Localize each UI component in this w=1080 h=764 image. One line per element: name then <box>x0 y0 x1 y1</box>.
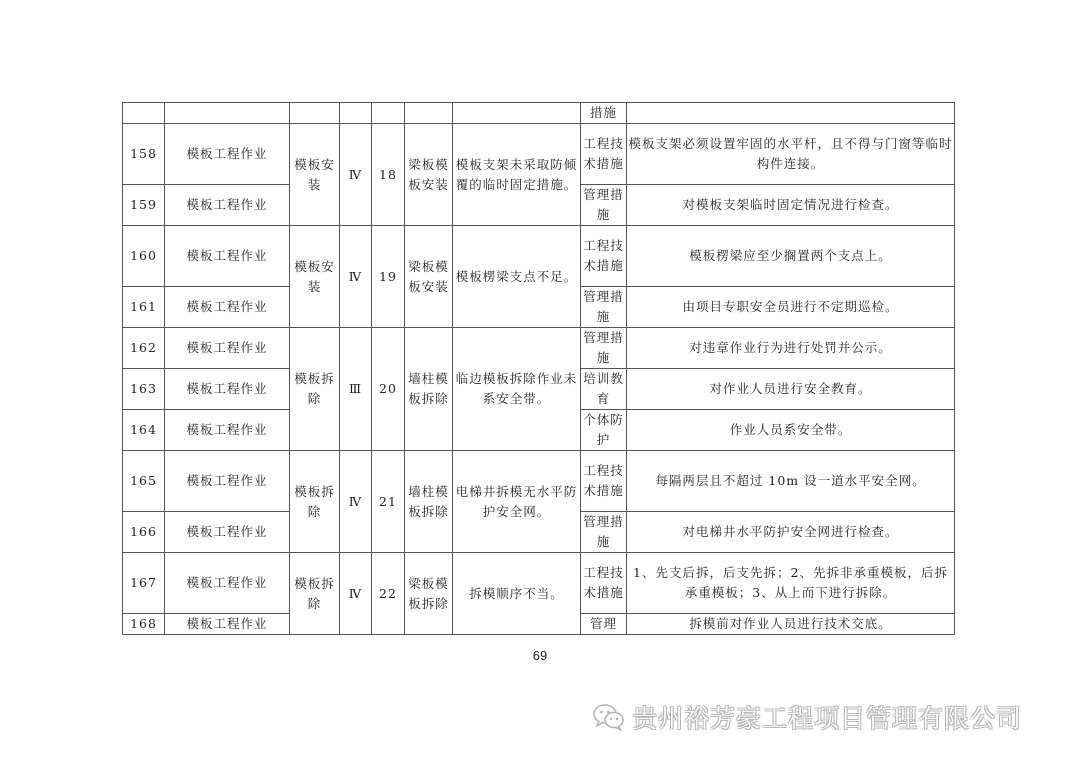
page-number: 69 <box>532 648 548 663</box>
stage: 模板拆除 <box>290 328 340 451</box>
measure: 每隔两层且不超过 10m 设一道水平安全网。 <box>627 451 955 512</box>
measure: 作业人员系安全带。 <box>627 410 955 451</box>
measure: 对作业人员进行安全教育。 <box>627 369 955 410</box>
stage: 模板拆除 <box>290 553 340 635</box>
stage <box>290 103 340 124</box>
measure-type: 管理措施 <box>581 512 627 553</box>
work-name: 模板工程作业 <box>165 226 290 287</box>
measure-type: 个体防护 <box>581 410 627 451</box>
stage: 模板拆除 <box>290 451 340 553</box>
wechat-icon <box>592 702 626 732</box>
hazard: 电梯井拆模无水平防护安全网。 <box>453 451 581 553</box>
work-name: 模板工程作业 <box>165 124 290 185</box>
work-name: 模板工程作业 <box>165 369 290 410</box>
measure-type: 培训教育 <box>581 369 627 410</box>
watermark <box>592 700 1022 734</box>
measure-type: 工程技术措施 <box>581 124 627 185</box>
measure-type: 工程技术措施 <box>581 451 627 512</box>
watermark-text: 贵州裕芳豪工程项目管理有限公司 <box>632 704 1023 733</box>
work-name: 模板工程作业 <box>165 614 290 635</box>
hazard: 模板支架未采取防倾覆的临时固定措施。 <box>453 124 581 226</box>
measure: 模板楞梁应至少搁置两个支点上。 <box>627 226 955 287</box>
measure: 对违章作业行为进行处罚并公示。 <box>627 328 955 369</box>
part: 墙柱模板拆除 <box>405 328 453 451</box>
item-number: 22 <box>372 553 405 635</box>
risk-level: Ⅳ <box>340 451 372 553</box>
item-number: 21 <box>372 451 405 553</box>
risk-level: Ⅳ <box>340 226 372 328</box>
hazard: 拆模顺序不当。 <box>453 553 581 635</box>
work-name: 模板工程作业 <box>165 512 290 553</box>
row-id: 166 <box>123 512 165 553</box>
stage: 模板安装 <box>290 226 340 328</box>
work-name: 模板工程作业 <box>165 287 290 328</box>
row-id: 159 <box>123 185 165 226</box>
work-name: 模板工程作业 <box>165 451 290 512</box>
measure-type: 管理措施 <box>581 287 627 328</box>
measure-type: 管理措施 <box>581 328 627 369</box>
work-name: 模板工程作业 <box>165 328 290 369</box>
hazard-measures-table <box>122 102 955 635</box>
row-id: 161 <box>123 287 165 328</box>
row-id: 164 <box>123 410 165 451</box>
measure: 拆模前对作业人员进行技术交底。 <box>627 614 955 635</box>
measure: 由项目专职安全员进行不定期巡检。 <box>627 287 955 328</box>
item-number: 19 <box>372 226 405 328</box>
table-row <box>123 451 955 512</box>
measure-type: 措施 <box>581 103 627 124</box>
part <box>405 103 453 124</box>
measure-type: 工程技术措施 <box>581 553 627 614</box>
part: 墙柱模板拆除 <box>405 451 453 553</box>
measure <box>627 103 955 124</box>
measure: 对电梯井水平防护安全网进行检查。 <box>627 512 955 553</box>
risk-level: Ⅲ <box>340 328 372 451</box>
stage: 模板安装 <box>290 124 340 226</box>
work-name: 模板工程作业 <box>165 553 290 614</box>
hazard <box>453 103 581 124</box>
row-id: 163 <box>123 369 165 410</box>
part: 梁板模板拆除 <box>405 553 453 635</box>
item-number: 18 <box>372 124 405 226</box>
risk-level: Ⅳ <box>340 553 372 635</box>
work-name: 模板工程作业 <box>165 410 290 451</box>
row-id: 167 <box>123 553 165 614</box>
measure-type: 管理 <box>581 614 627 635</box>
work-name <box>165 103 290 124</box>
measure-type: 工程技术措施 <box>581 226 627 287</box>
item-number <box>372 103 405 124</box>
part: 梁板模板安装 <box>405 226 453 328</box>
hazard: 模板楞梁支点不足。 <box>453 226 581 328</box>
table-row <box>123 553 955 614</box>
work-name: 模板工程作业 <box>165 185 290 226</box>
table-row <box>123 328 955 369</box>
part: 梁板模板安装 <box>405 124 453 226</box>
measure: 1、先支后拆，后支先拆；2、先拆非承重模板，后拆承重模板；3、从上而下进行拆除。 <box>627 553 955 614</box>
row-id: 165 <box>123 451 165 512</box>
table-row <box>123 124 955 185</box>
measure-type: 管理措施 <box>581 185 627 226</box>
row-id: 160 <box>123 226 165 287</box>
measure: 模板支架必须设置牢固的水平杆，且不得与门窗等临时构件连接。 <box>627 124 955 185</box>
risk-level <box>340 103 372 124</box>
row-id: 168 <box>123 614 165 635</box>
item-number: 20 <box>372 328 405 451</box>
table-row <box>123 226 955 287</box>
table-row <box>123 103 955 124</box>
hazard: 临边模板拆除作业未系安全带。 <box>453 328 581 451</box>
row-id <box>123 103 165 124</box>
row-id: 158 <box>123 124 165 185</box>
row-id: 162 <box>123 328 165 369</box>
measure: 对模板支架临时固定情况进行检查。 <box>627 185 955 226</box>
risk-level: Ⅳ <box>340 124 372 226</box>
